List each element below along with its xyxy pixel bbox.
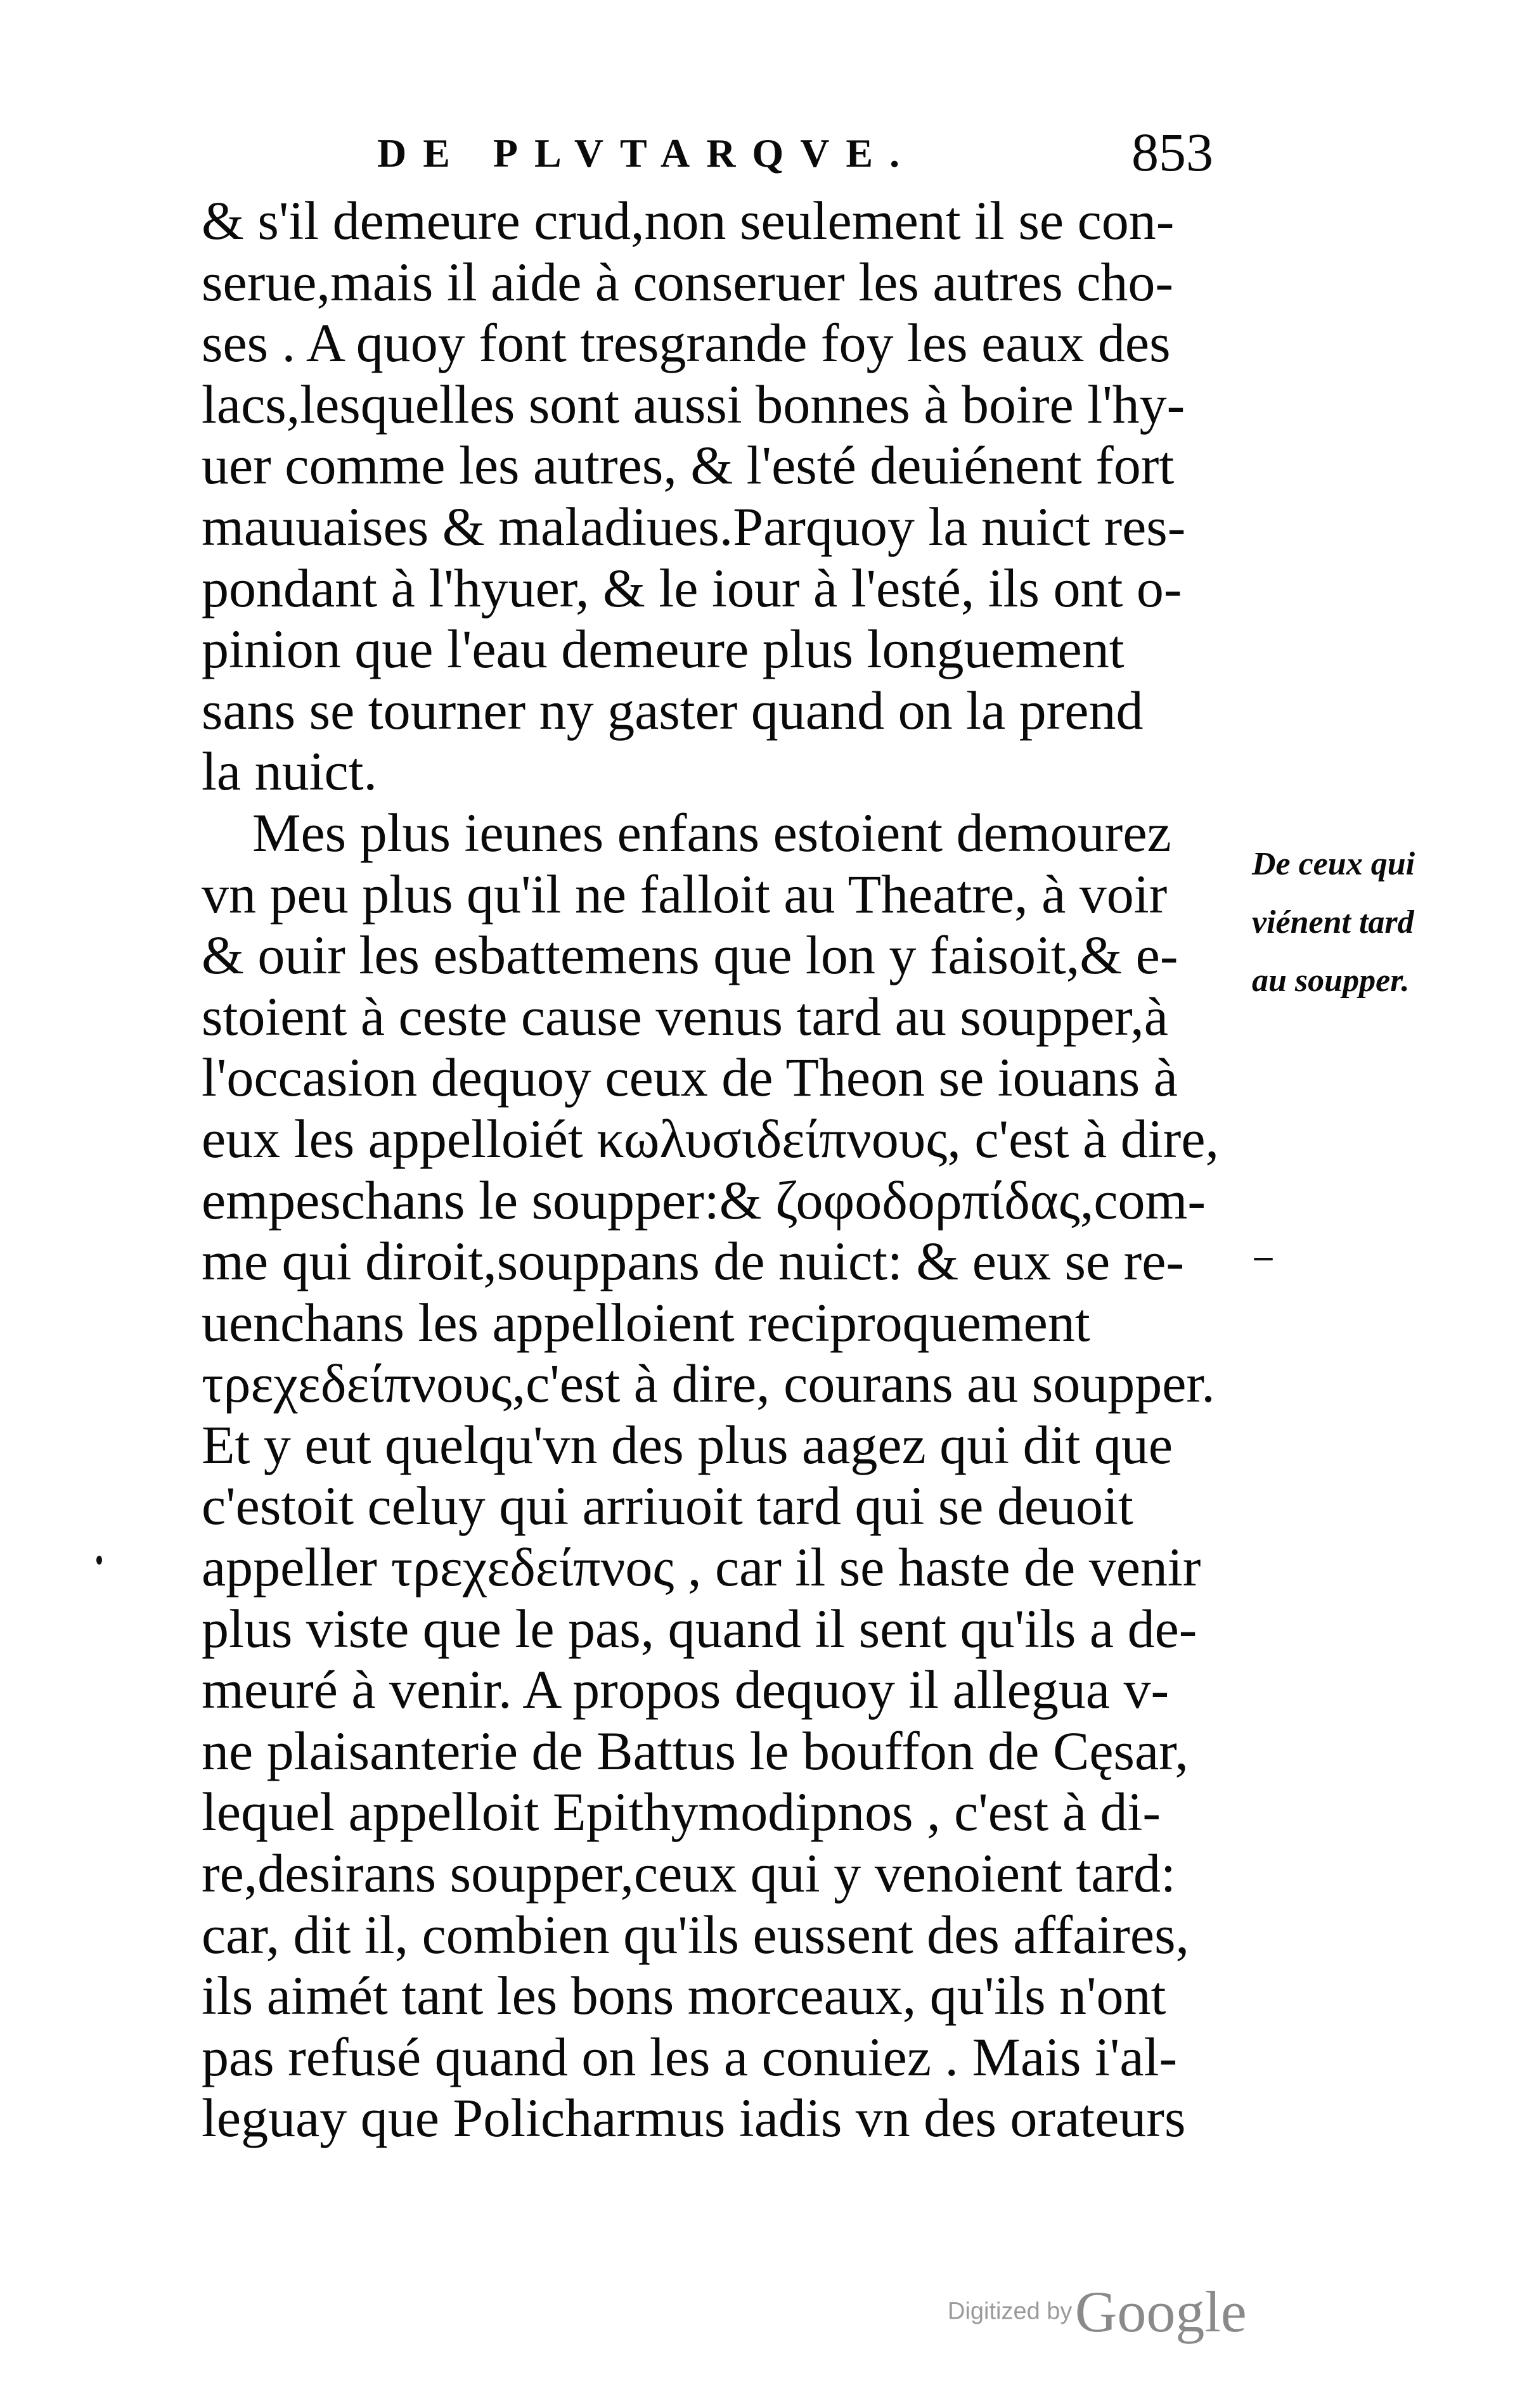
text-line: meuré à venir. A propos dequoy il allegua v- <box>202 1659 1170 1720</box>
text-line: serue,mais il aide à conseruer les autres cho- <box>202 251 1174 312</box>
ink-speck <box>96 1556 102 1565</box>
text-line: ils aimét tant les bons morceaux, qu'ils n'ont <box>202 1965 1166 2027</box>
watermark-caption: Digitized by <box>948 2298 1073 2325</box>
text-line: ses . A quoy font tresgrande foy les eaux des <box>202 312 1171 374</box>
text-line: uer comme les autres, & l'esté deuiénent fort <box>202 435 1175 496</box>
text-line: τρεχεδείπνους,c'est à dire, courans au soupper. <box>202 1353 1215 1414</box>
text-line: appeller τρεχεδείπνος , car il se haste de venir <box>202 1537 1201 1598</box>
text-line: lacs,lesquelles sont aussi bonnes à boire l'hy- <box>202 373 1185 435</box>
marginal-note <box>1252 835 1415 1010</box>
digitization-watermark <box>948 2278 1247 2345</box>
google-logo: Google <box>1074 2279 1247 2344</box>
corner-artifact <box>1496 0 1521 9</box>
ink-speck <box>1254 1258 1273 1260</box>
text-line: sans se tourner ny gaster quand on la prend <box>202 679 1144 741</box>
text-line: empeschans le soupper:& ζοφοδορπίδας,com- <box>202 1169 1206 1231</box>
text-line: Et y eut quelqu'vn des plus aagez qui dit que <box>202 1414 1173 1475</box>
text-line: leguay que Policharmus iadis vn des orateurs <box>202 2087 1186 2149</box>
text-line: l'occasion dequoy ceux de Theon se iouans à <box>202 1047 1178 1108</box>
text-line: plus viste que le pas, quand il sent qu'ils a de- <box>202 1598 1197 1659</box>
text-line: c'estoit celuy qui arriuoit tard qui se deuoit <box>202 1475 1133 1537</box>
text-line: stoient à ceste cause venus tard au soupper,à <box>202 985 1168 1047</box>
marginal-note-line: au soupper. <box>1252 963 1410 999</box>
text-line: lequel appelloit Epithymodipnos , c'est à di- <box>202 1781 1161 1843</box>
text-line: eux les appelloiét κωλυσιδείπνους, c'est à dire, <box>202 1108 1219 1169</box>
main-text-block <box>202 190 1241 2149</box>
text-line: car, dit il, combien qu'ils eussent des affaires, <box>202 1904 1190 1965</box>
text-line: vn peu plus qu'il ne falloit au Theatre, à voir <box>202 863 1168 925</box>
text-line: pas refusé quand on les a conuiez . Mais i'al- <box>202 2026 1178 2087</box>
marginal-note-line: De ceux qui <box>1252 846 1415 882</box>
text-line: pondant à l'hyuer, & le iour à l'esté, ils ont o- <box>202 557 1182 618</box>
text-line: ne plaisanterie de Battus le bouffon de Cęsar, <box>202 1720 1189 1781</box>
text-line: uenchans les appelloient reciproquement <box>202 1291 1090 1353</box>
marginal-note-line: viénent tard <box>1252 904 1414 940</box>
paragraph-start-line: Mes plus ieunes enfans estoient demourez <box>252 802 1171 863</box>
text-line: pinion que l'eau demeure plus longuement <box>202 618 1125 680</box>
text-line: re,desirans soupper,ceux qui y venoient tard: <box>202 1843 1176 1904</box>
page-number: 853 <box>1131 122 1213 183</box>
text-line: & s'il demeure crud,non seulement il se con- <box>202 190 1175 251</box>
text-line: la nuict. <box>202 741 378 802</box>
text-line: me qui diroit,souppans de nuict: & eux se re- <box>202 1231 1185 1292</box>
text-line: mauuaises & maladiues.Parquoy la nuict res- <box>202 496 1186 557</box>
running-header: DE PLVTARQVE. <box>377 131 917 176</box>
text-line: & ouir les esbattemens que lon y faisoit,& e- <box>202 925 1178 986</box>
